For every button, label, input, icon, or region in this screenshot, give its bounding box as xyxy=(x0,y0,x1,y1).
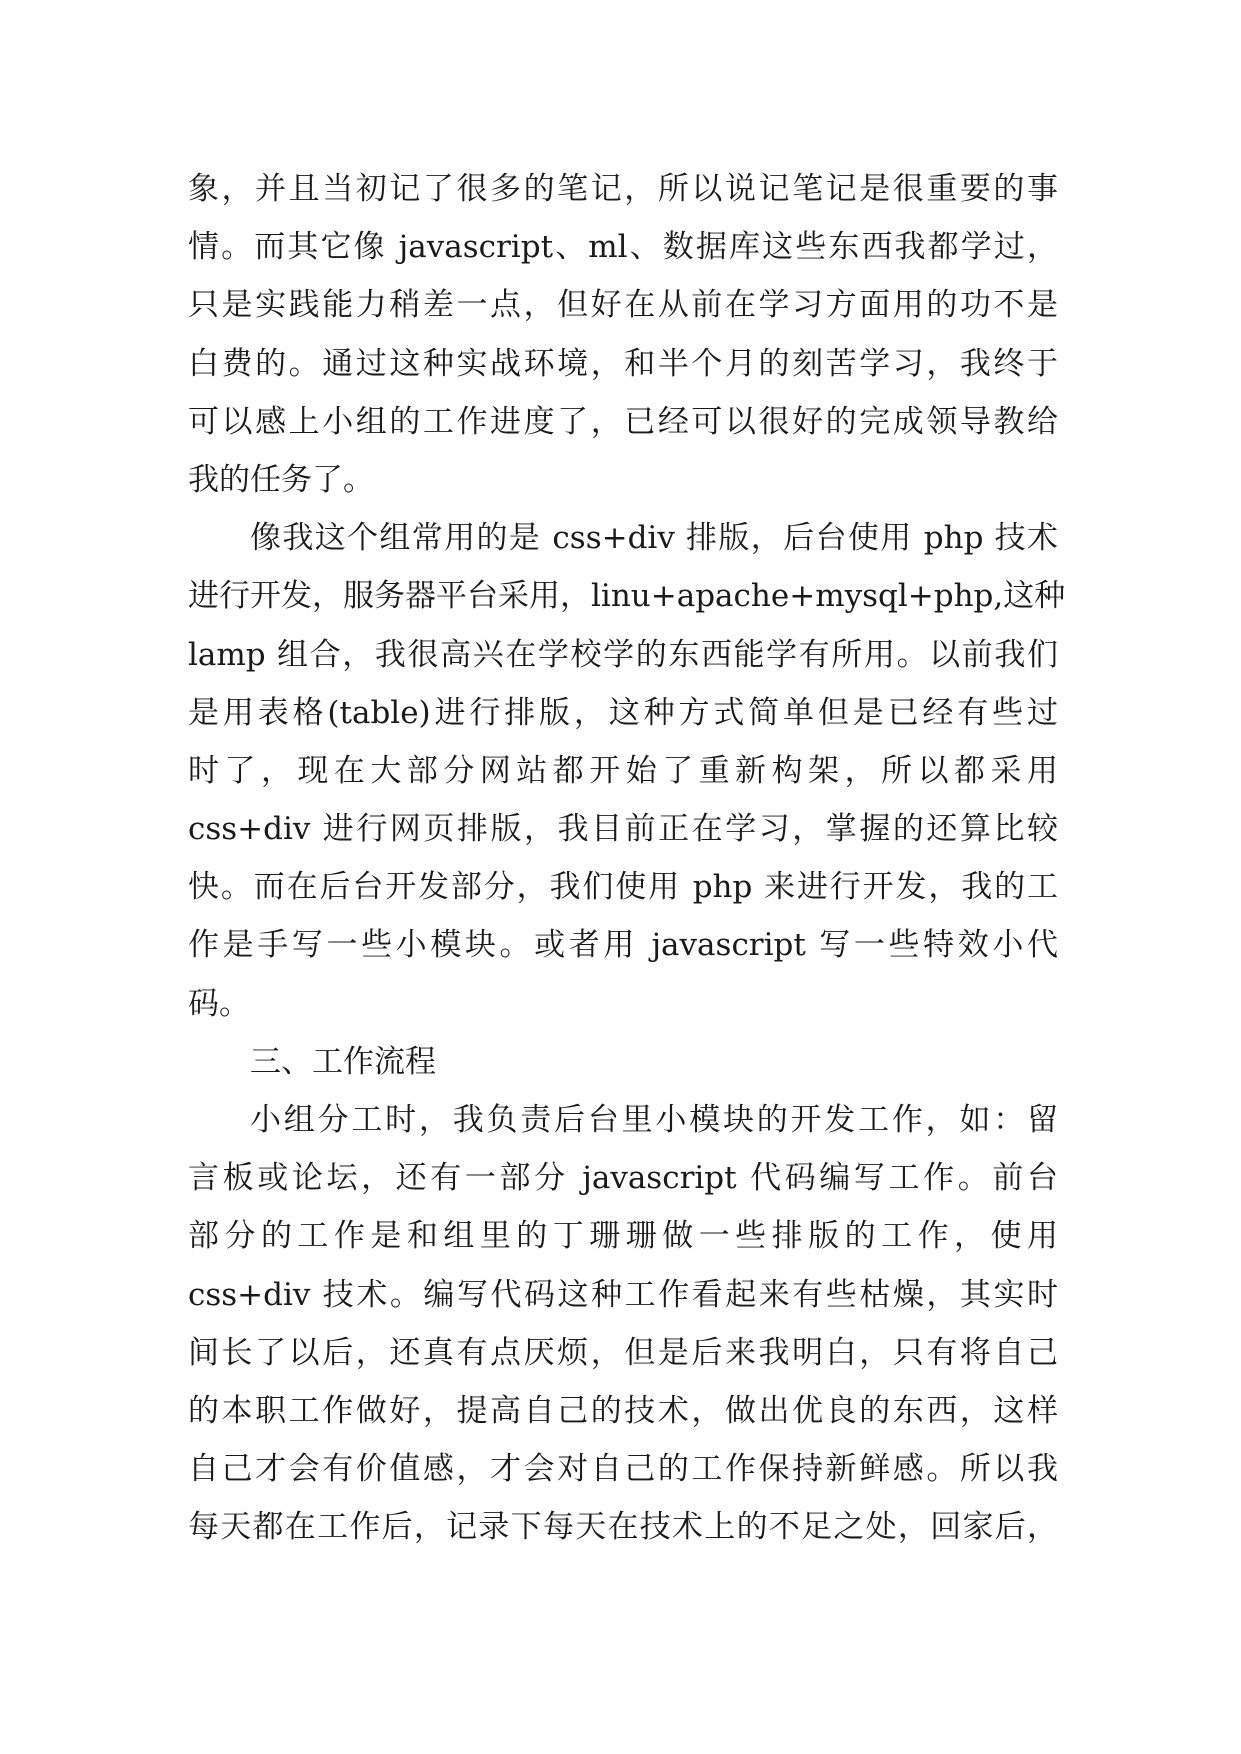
text-line: 只是实践能力稍差一点，但好在从前在学习方面用的功不是 xyxy=(188,287,1058,324)
text-line: 进行开发，服务器平台采用，linu+apache+mysql+php,这种 xyxy=(188,578,1066,615)
document-body xyxy=(188,160,1066,1557)
text-line: 快。而在后台开发部分，我们使用 php 来进行开发，我的工 xyxy=(188,869,1058,906)
text-line: 像我这个组常用的是 css+div 排版，后台使用 php 技术 xyxy=(250,520,1058,557)
text-line: 间长了以后，还真有点厌烦，但是后来我明白，只有将自己 xyxy=(188,1334,1058,1371)
text-line: 象，并且当初记了很多的笔记，所以说记笔记是很重要的事 xyxy=(188,171,1058,207)
text-line: 部分的工作是和组里的丁珊珊做一些排版的工作，使用 xyxy=(188,1218,1058,1255)
text-line: 每天都在工作后，记录下每天在技术上的不足之处，回家后， xyxy=(188,1509,1058,1546)
text-line: 情。而其它像 javascript、ml、数据库这些东西我都学过， xyxy=(188,229,1058,266)
text-line: 时了，现在大部分网站都开始了重新构架，所以都采用 xyxy=(188,752,1058,789)
text-line: css+div 技术。编写代码这种工作看起来有些枯燥，其实时 xyxy=(188,1276,1058,1313)
section-heading: 三、工作流程 xyxy=(250,1043,436,1080)
text-line: lamp 组合，我很高兴在学校学的东西能学有所用。以前我们 xyxy=(188,636,1058,673)
text-line: 是用表格(table)进行排版，这种方式简单但是已经有些过 xyxy=(188,694,1058,731)
text-line: 言板或论坛，还有一部分 javascript 代码编写工作。前台 xyxy=(188,1160,1058,1197)
text-line: 的本职工作做好，提高自己的技术，做出优良的东西，这样 xyxy=(188,1392,1058,1429)
text-line: 白费的。通过这种实战环境，和半个月的刻苦学习，我终于 xyxy=(188,345,1058,382)
text-line: 自己才会有价值感，才会对自己的工作保持新鲜感。所以我 xyxy=(188,1451,1058,1488)
text-line: css+div 进行网页排版，我目前正在学习，掌握的还算比较 xyxy=(188,811,1058,848)
text-line: 码。 xyxy=(188,985,250,1022)
text-line: 可以感上小组的工作进度了，已经可以很好的完成领导教给 xyxy=(188,403,1058,440)
text-line: 作是手写一些小模块。或者用 javascript 写一些特效小代 xyxy=(188,927,1058,964)
text-line: 小组分工时，我负责后台里小模块的开发工作，如：留 xyxy=(250,1102,1058,1138)
text-line: 我的任务了。 xyxy=(188,461,374,498)
